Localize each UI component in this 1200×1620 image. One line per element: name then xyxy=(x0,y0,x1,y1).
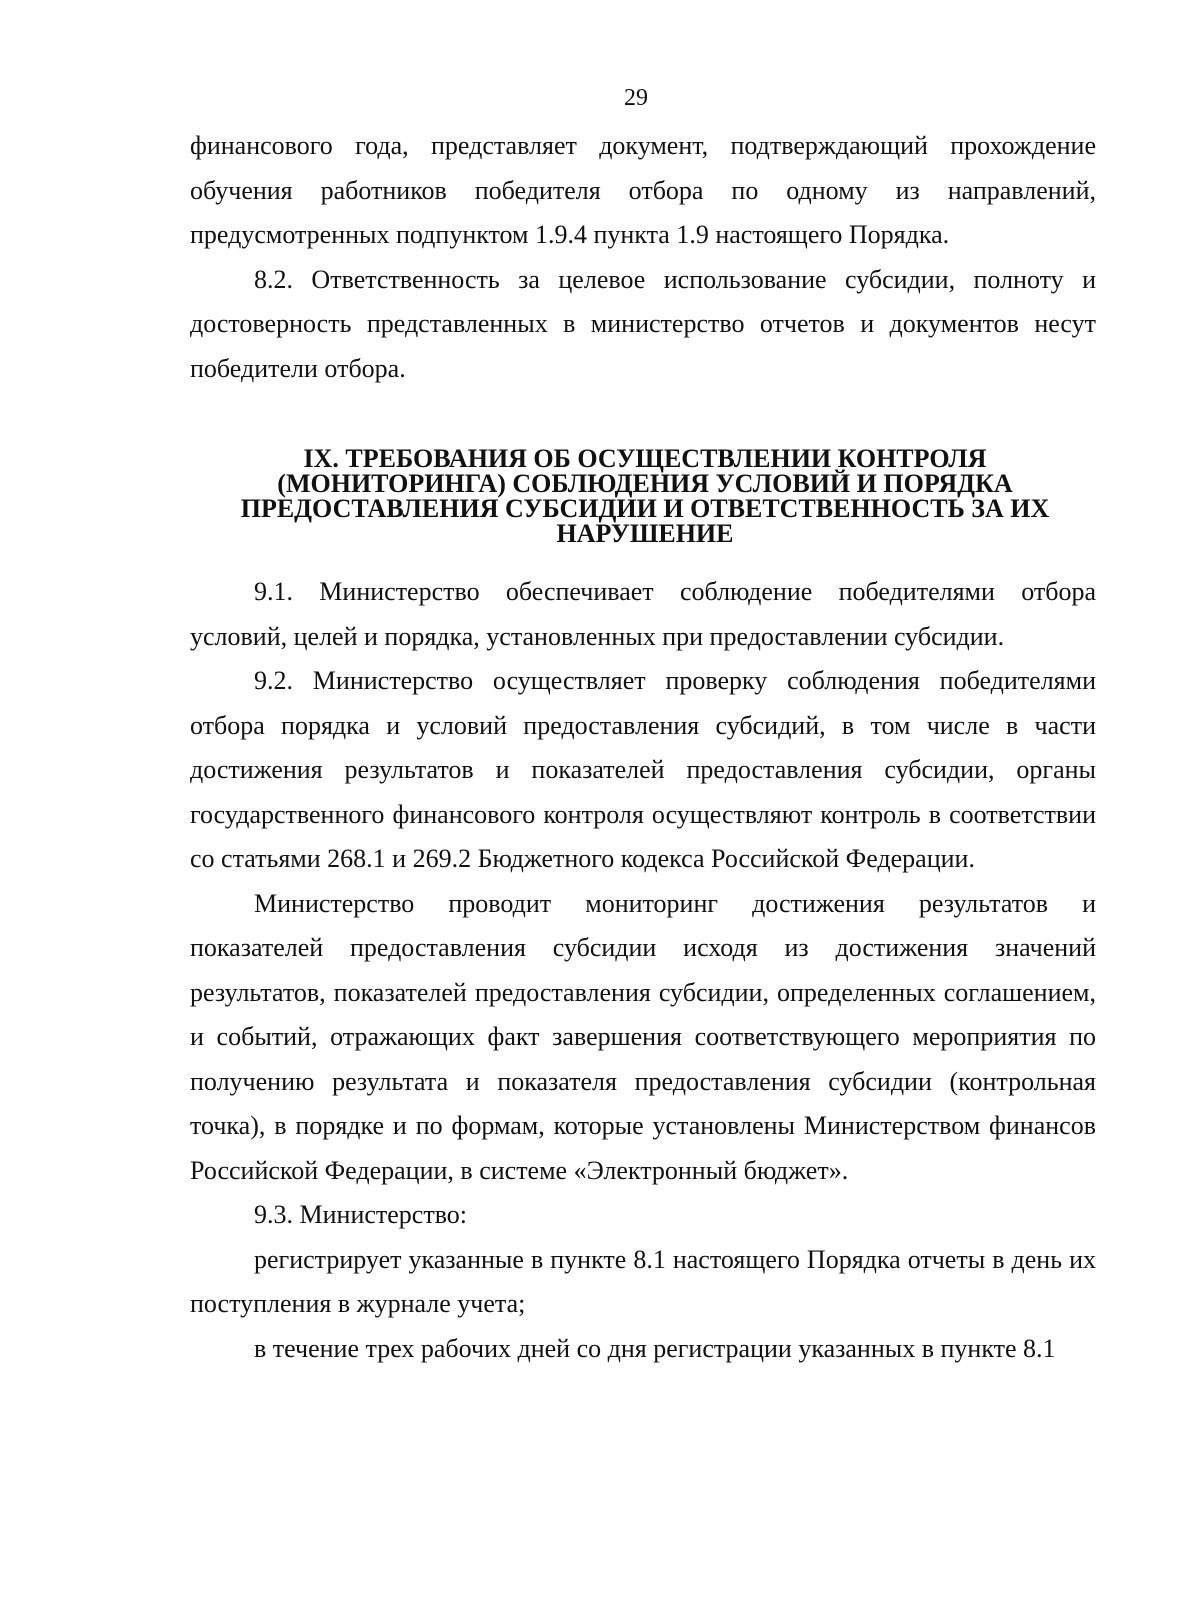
section-heading-line-3: ПРЕДОСТАВЛЕНИЯ СУБСИДИИ И ОТВЕТСТВЕННОСТЬ ЗА ИХ xyxy=(240,494,1050,523)
body-text-block xyxy=(190,570,1096,1371)
page-number: 29 xyxy=(624,85,648,111)
paragraph-8-2: 8.2. Ответственность за целевое использование субсидии, полноту и достоверность представленных в министерство отчетов и документов несут победители отбора. xyxy=(190,264,1096,383)
section-heading-line-1: IX. ТРЕБОВАНИЯ ОБ ОСУЩЕСТВЛЕНИИ КОНТРОЛЯ xyxy=(303,444,987,473)
section-heading-line-2: (МОНИТОРИНГА) СОБЛЮДЕНИЯ УСЛОВИЙ И ПОРЯДКА xyxy=(277,469,1013,498)
paragraph-9-2: 9.2. Министерство осуществляет проверку соблюдения победителями отбора порядка и условий предоставления субсидий, в том числе в части достижения результатов и показателей предоставления субсидии, органы государственного финансового контроля осуществляют контроль в соответствии со статьями 268.1 и 269.2 Бюджетного кодекса Российской Федерации. xyxy=(190,666,1096,873)
paragraph-9-1: 9.1. Министерство обеспечивает соблюдение победителями отбора условий, целей и порядка, установленных при предоставлении субсидии. xyxy=(190,577,1096,651)
paragraph-financial-year: финансового года, представляет документ, подтверждающий прохождение обучения работников победителя отбора по одному из направлений, предусмотренных подпунктом 1.9.4 пункта 1.9 настоящего Порядка. xyxy=(190,131,1096,249)
section-heading-line-4: НАРУШЕНИЕ xyxy=(556,519,734,548)
paragraph-monitoring: Министерство проводит мониторинг достижения результатов и показателей предоставления субсидии исходя из достижения значений результатов, показателей предоставления субсидии, определенных соглашением, и событий, отражающих факт завершения соответствующего мероприятия по получению результата и показателя предоставления субсидии (контрольная точка), в порядке и по формам, которые установлены Министерством финансов Российской Федерации, в системе «Электронный бюджет». xyxy=(190,888,1096,1185)
paragraph-9-3: 9.3. Министерство: xyxy=(254,1200,468,1229)
section-heading xyxy=(200,446,1090,546)
top-text-block xyxy=(190,124,1096,391)
paragraph-three-days: в течение трех рабочих дней со дня регистрации указанных в пункте 8.1 xyxy=(254,1333,1056,1363)
paragraph-registers: регистрирует указанные в пункте 8.1 настоящего Порядка отчеты в день их поступления в журнале учета; xyxy=(190,1244,1096,1318)
